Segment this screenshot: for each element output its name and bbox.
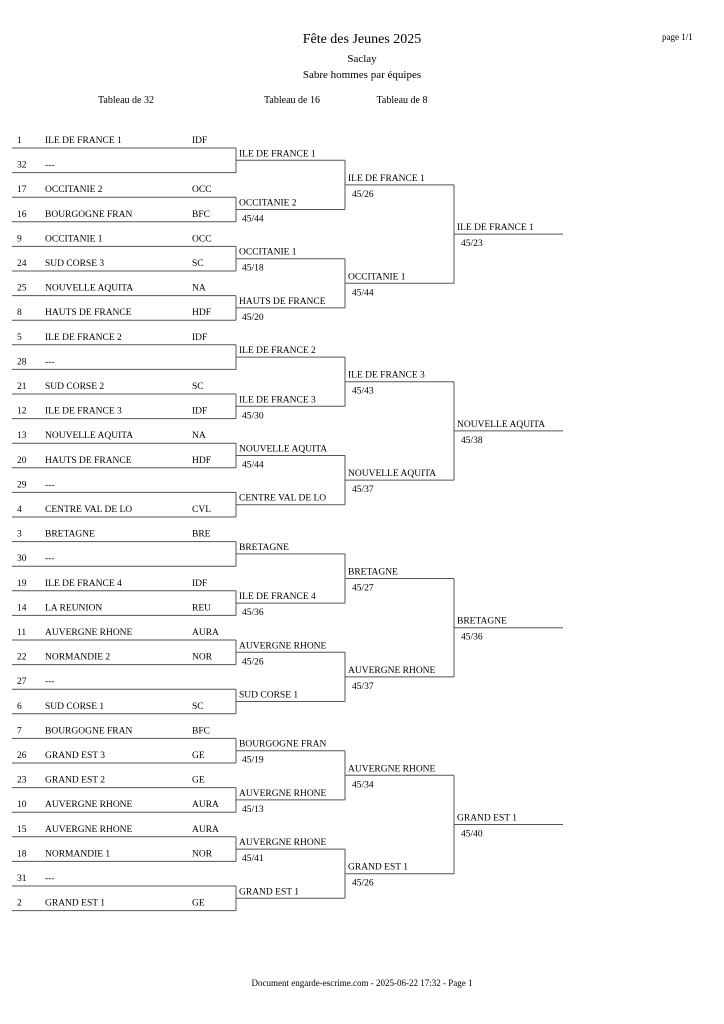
team-name: GRAND EST 3 <box>45 751 105 761</box>
team-name: NORMANDIE 1 <box>45 849 111 860</box>
match-score: 45/38 <box>461 435 483 446</box>
seed-number: 16 <box>17 209 27 220</box>
match-score: 45/34 <box>352 780 374 791</box>
match-score: 45/37 <box>352 485 374 496</box>
winner-name: NOUVELLE AQUITA <box>348 469 437 480</box>
page-title: Fête des Jeunes 2025 <box>302 32 422 47</box>
seed-number: 13 <box>17 431 27 442</box>
match-score: 45/36 <box>461 632 483 643</box>
team-code: HDF <box>192 455 212 466</box>
team-code: IDF <box>192 406 208 417</box>
seed-number: 30 <box>17 554 27 565</box>
column-header-tableau-16: Tableau de 16 <box>264 95 320 106</box>
team-name: AUVERGNE RHONE <box>45 824 133 835</box>
team-name: BOURGOGNE FRAN <box>45 726 133 737</box>
team-name: NOUVELLE AQUITA <box>45 283 134 294</box>
winner-name: GRAND EST 1 <box>239 887 299 898</box>
seed-number: 32 <box>17 160 27 171</box>
seed-number: 17 <box>17 185 27 196</box>
seed-number: 31 <box>17 874 27 884</box>
winner-name: ILE DE FRANCE 3 <box>239 395 316 406</box>
winner-name: BRETAGNE <box>239 542 289 553</box>
match-score: 45/27 <box>352 583 374 594</box>
page-number: page 1/1 <box>662 32 693 42</box>
team-name: --- <box>45 160 55 171</box>
match-score: 45/40 <box>461 829 483 840</box>
match-score: 45/19 <box>242 755 264 766</box>
team-name: --- <box>45 874 55 884</box>
team-code: GE <box>192 751 205 761</box>
winner-name: SUD CORSE 1 <box>239 690 299 701</box>
match-score: 45/18 <box>242 263 264 274</box>
team-code: GE <box>192 775 205 786</box>
match-score: 45/44 <box>242 214 264 225</box>
team-name: ILE DE FRANCE 4 <box>45 578 122 589</box>
winner-name: ILE DE FRANCE 4 <box>239 592 316 603</box>
team-code: SC <box>192 701 204 712</box>
match-score: 45/36 <box>242 608 264 619</box>
winner-name: ILE DE FRANCE 1 <box>348 173 425 184</box>
team-name: ILE DE FRANCE 1 <box>45 136 122 146</box>
winner-name: ILE DE FRANCE 1 <box>239 149 316 160</box>
winner-name: HAUTS DE FRANCE <box>239 296 326 307</box>
winner-name: AUVERGNE RHONE <box>239 838 327 849</box>
team-name: GRAND EST 2 <box>45 775 105 786</box>
team-name: HAUTS DE FRANCE <box>45 455 132 466</box>
team-code: BFC <box>192 726 210 737</box>
match-score: 45/43 <box>352 386 374 397</box>
team-code: SC <box>192 259 204 269</box>
team-name: BOURGOGNE FRAN <box>45 209 133 220</box>
seed-number: 15 <box>17 824 27 835</box>
team-code: NA <box>192 283 206 294</box>
match-score: 45/26 <box>352 189 374 200</box>
team-code: BRE <box>192 529 211 540</box>
team-name: SUD CORSE 1 <box>45 701 105 712</box>
seed-number: 2 <box>17 898 22 909</box>
winner-name: ILE DE FRANCE 2 <box>239 346 316 357</box>
team-name: AUVERGNE RHONE <box>45 800 133 811</box>
team-code: GE <box>192 898 205 909</box>
team-code: SC <box>192 382 204 392</box>
team-name: NOUVELLE AQUITA <box>45 431 134 442</box>
team-code: NOR <box>192 652 213 663</box>
match-score: 45/13 <box>242 804 264 815</box>
team-name: --- <box>45 677 55 688</box>
team-name: SUD CORSE 2 <box>45 382 105 392</box>
seed-number: 1 <box>17 136 22 146</box>
winner-name: NOUVELLE AQUITA <box>239 444 328 455</box>
match-score: 45/26 <box>242 657 264 668</box>
match-score: 45/30 <box>242 411 264 422</box>
team-code: REU <box>192 603 211 614</box>
team-code: OCC <box>192 234 212 245</box>
team-name: ILE DE FRANCE 3 <box>45 406 122 417</box>
seed-number: 11 <box>17 628 27 638</box>
seed-number: 21 <box>17 382 27 392</box>
team-code: CVL <box>192 505 211 515</box>
seed-number: 27 <box>17 677 27 688</box>
team-code: IDF <box>192 578 208 589</box>
team-name: OCCITANIE 1 <box>45 234 103 245</box>
winner-name: BRETAGNE <box>348 567 398 578</box>
team-name: OCCITANIE 2 <box>45 185 103 196</box>
team-code: NA <box>192 431 206 442</box>
seed-number: 3 <box>17 529 22 540</box>
seed-number: 9 <box>17 234 22 245</box>
team-code: AURA <box>192 800 219 811</box>
seed-number: 12 <box>17 406 27 417</box>
event-subtitle: Sabre hommes par équipes <box>302 69 422 81</box>
winner-name: OCCITANIE 2 <box>239 198 297 209</box>
winner-name: ILE DE FRANCE 3 <box>348 370 425 381</box>
winner-name: AUVERGNE RHONE <box>239 641 327 652</box>
column-header-tableau-8: Tableau de 8 <box>376 95 428 106</box>
team-code: IDF <box>192 332 208 343</box>
team-name: SUD CORSE 3 <box>45 259 105 269</box>
team-code: AURA <box>192 628 219 638</box>
team-code: AURA <box>192 824 219 835</box>
team-name: HAUTS DE FRANCE <box>45 308 132 319</box>
team-name: CENTRE VAL DE LO <box>45 505 133 515</box>
winner-name: NOUVELLE AQUITA <box>457 419 546 430</box>
seed-number: 26 <box>17 751 27 761</box>
team-code: IDF <box>192 136 208 146</box>
winner-name: BOURGOGNE FRAN <box>239 739 327 750</box>
match-score: 45/23 <box>461 239 483 250</box>
location-subtitle: Saclay <box>347 53 377 65</box>
team-name: --- <box>45 357 55 368</box>
winner-name: OCCITANIE 1 <box>348 272 406 283</box>
seed-number: 25 <box>17 283 27 294</box>
winner-name: CENTRE VAL DE LO <box>239 493 327 504</box>
winner-name: AUVERGNE RHONE <box>348 764 436 775</box>
team-code: NOR <box>192 849 213 860</box>
team-code: HDF <box>192 308 212 319</box>
winner-name: OCCITANIE 1 <box>239 247 297 258</box>
seed-number: 14 <box>17 603 27 614</box>
seed-number: 20 <box>17 455 27 466</box>
team-name: AUVERGNE RHONE <box>45 628 133 638</box>
seed-number: 24 <box>17 259 27 269</box>
page-footer: Document engarde-escrime.com - 2025-06-22 17:32 - Page 1 <box>251 978 473 988</box>
winner-name: AUVERGNE RHONE <box>348 665 436 676</box>
winner-name: AUVERGNE RHONE <box>239 788 327 799</box>
seed-number: 18 <box>17 849 27 860</box>
team-code: BFC <box>192 209 210 220</box>
match-score: 45/44 <box>352 288 374 299</box>
winner-name: GRAND EST 1 <box>457 813 517 824</box>
seed-number: 23 <box>17 775 27 786</box>
seed-number: 28 <box>17 357 27 368</box>
seed-number: 22 <box>17 652 27 663</box>
team-name: ILE DE FRANCE 2 <box>45 332 122 343</box>
seed-number: 7 <box>17 726 22 737</box>
winner-name: BRETAGNE <box>457 616 507 627</box>
match-score: 45/20 <box>242 312 264 323</box>
match-score: 45/41 <box>242 854 264 865</box>
match-score: 45/44 <box>242 460 264 471</box>
team-name: NORMANDIE 2 <box>45 652 111 663</box>
team-name: --- <box>45 554 55 565</box>
seed-number: 29 <box>17 480 27 491</box>
winner-name: GRAND EST 1 <box>348 862 408 873</box>
team-name: --- <box>45 480 55 491</box>
column-header-tableau-32: Tableau de 32 <box>98 95 154 106</box>
winner-name: ILE DE FRANCE 1 <box>457 223 534 234</box>
seed-number: 5 <box>17 332 22 343</box>
match-score: 45/26 <box>352 878 374 889</box>
team-name: BRETAGNE <box>45 529 95 540</box>
seed-number: 4 <box>17 505 22 515</box>
seed-number: 6 <box>17 701 22 712</box>
seed-number: 8 <box>17 308 22 319</box>
match-score: 45/37 <box>352 681 374 692</box>
team-name: GRAND EST 1 <box>45 898 105 909</box>
team-code: OCC <box>192 185 212 196</box>
seed-number: 19 <box>17 578 27 589</box>
seed-number: 10 <box>17 800 27 811</box>
team-name: LA REUNION <box>45 603 103 614</box>
